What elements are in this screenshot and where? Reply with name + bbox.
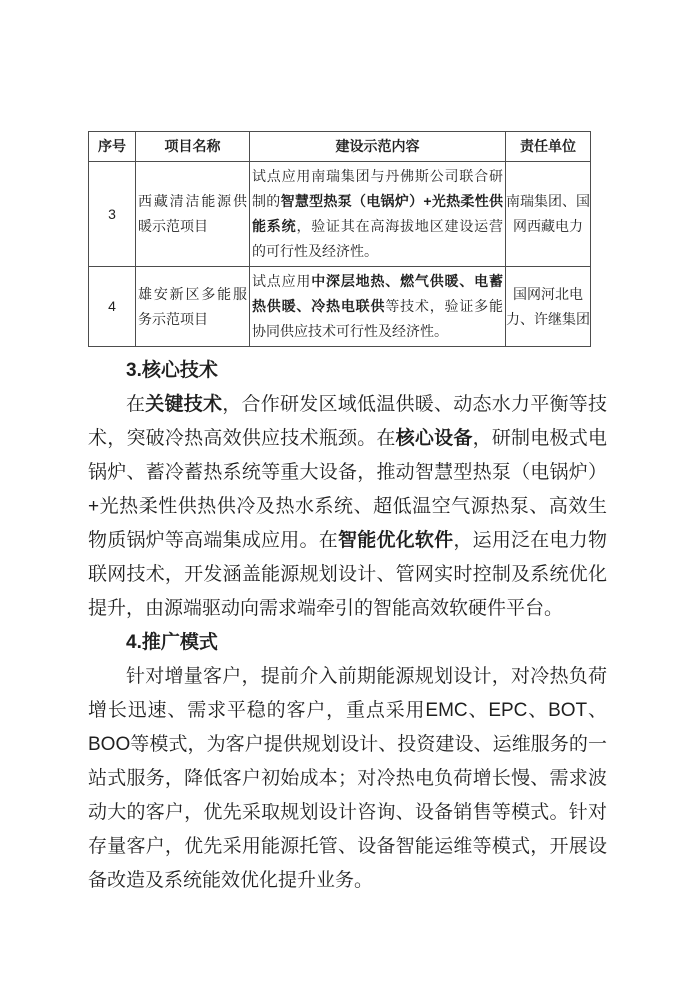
header-project-name: 项目名称 xyxy=(136,132,250,162)
section-heading-promotion-model: 4.推广模式 xyxy=(126,632,218,653)
cell-responsible-unit: 南瑞集团、国网西藏电力 xyxy=(506,162,591,267)
section-heading-core-technology: 3.核心技术 xyxy=(126,360,218,381)
table-header-row xyxy=(89,132,591,162)
header-serial-number: 序号 xyxy=(89,132,136,162)
cell-serial-number: 4 xyxy=(89,267,136,347)
project-table xyxy=(88,131,591,347)
cell-project-name: 雄安新区多能服务示范项目 xyxy=(136,267,250,347)
cell-project-name: 西藏清洁能源供暖示范项目 xyxy=(136,162,250,267)
header-demo-content: 建设示范内容 xyxy=(250,132,506,162)
table-row xyxy=(89,267,591,347)
section-paragraph-promotion-model: 针对增量客户，提前介入前期能源规划设计，对冷热负荷增长迅速、需求平稳的客户，重点采用EMC、EPC、BOT、BOO等模式，为客户提供规划设计、投资建设、运维服务的一站式服务，降低客户初始成本；对冷热电负荷增长慢、需求波动大的客户，优先采取规划设计咨询、设备销售等模式。针对存量客户，优先采用能源托管、设备智能运维等模式，开展设备改造及系统能效优化提升业务。 xyxy=(88,666,607,891)
cell-serial-number: 3 xyxy=(89,162,136,267)
section-paragraph-core-technology: 在关键技术，合作研发区域低温供暖、动态水力平衡等技术，突破冷热高效供应技术瓶颈。在核心设备，研制电极式电锅炉、蓄冷蓄热系统等重大设备，推动智慧型热泵（电锅炉）+光热柔性供热供冷及热水系统、超低温空气源热泵、高效生物质锅炉等高端集成应用。在智能优化软件，运用泛在电力物联网技术，开发涵盖能源规划设计、管网实时控制及系统优化提升，由源端驱动向需求端牵引的智能高效软硬件平台。 xyxy=(88,394,607,619)
cell-demo-content: 试点应用南瑞集团与丹佛斯公司联合研制的智慧型热泵（电锅炉）+光热柔性供能系统，验证其在高海拔地区建设运营的可行性及经济性。 xyxy=(250,162,506,267)
cell-responsible-unit: 国网河北电力、许继集团 xyxy=(506,267,591,347)
header-responsible-unit: 责任单位 xyxy=(506,132,591,162)
cell-demo-content: 试点应用中深层地热、燃气供暖、电蓄热供暖、冷热电联供等技术，验证多能协同供应技术可行性及经济性。 xyxy=(250,267,506,347)
table-row xyxy=(89,162,591,267)
